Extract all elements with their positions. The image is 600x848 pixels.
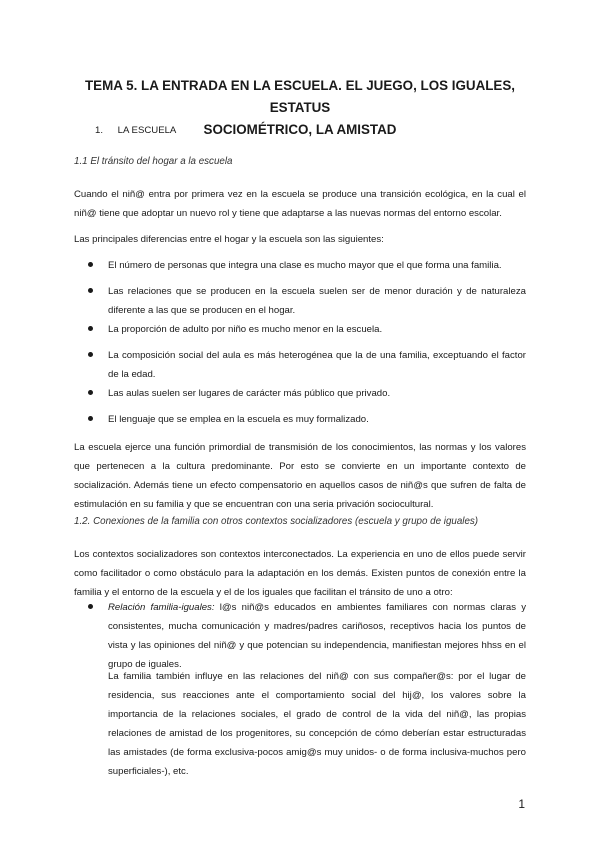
bullet-icon — [88, 326, 93, 331]
title-line-1: TEMA 5. LA ENTRADA EN LA ESCUELA. EL JUEGO, LOS IGUALES, ESTATUS — [84, 78, 516, 115]
bullet-icon — [88, 288, 93, 293]
list-item: Las relaciones que se producen en la escuela suelen ser de menor duración y de naturaleza diferente a las que se producen en el hogar. — [88, 282, 526, 320]
title-line-2: SOCIOMÉTRICO, LA AMISTAD — [203, 122, 397, 137]
section-number: 1. — [95, 125, 104, 136]
paragraph-diferencias-intro: Las principales diferencias entre el hogar y la escuela son las siguientes: — [74, 234, 384, 245]
list-item: El lenguaje que se emplea en la escuela es muy formalizado. — [88, 410, 526, 429]
subheading-conexiones: 1.2. Conexiones de la familia con otros contextos socializadores (escuela y grupo de iguales) — [74, 516, 479, 527]
list-item: La composición social del aula es más heterogénea que la de una familia, exceptuando el factor de la edad. — [88, 346, 526, 384]
bullet-text: l@s niñ@s educados en ambientes familiares con normas claras y consistentes, mucha comunicación y madres/padres cariñosos, receptivos hacia los puntos de vista y las opiniones del niñ@ y que potencian su independencia, manifiestan mejores hhss en el grupo de iguales. — [108, 602, 526, 670]
paragraph-funcion-escuela: La escuela ejerce una función primordial de transmisión de los conocimientos, las normas y los valores que pertenecen a la cultura predominante. Por esto se convierte en un importante contexto de socialización. Además tiene un efecto compensatorio en aquellos casos de niñ@s que sufren de falta de estimulación en su familia y que se encuentran con una seria privación sociocultural. — [74, 442, 526, 510]
paragraph-contextos: Los contextos socializadores son contextos interconectados. La experiencia en uno de ellos puede servir como facilitador o como obstáculo para la adaptación en los demás. Existen puntos de conexión entre la familia y el entorno de la escuela y el de los iguales que facilitan el tránsito de uno a otro: — [74, 549, 526, 598]
list-item-relacion-familia-iguales — [88, 598, 526, 674]
subheading-transito: 1.1 El tránsito del hogar a la escuela — [74, 156, 233, 167]
paragraph-influencia-familia: La familia también influye en las relaciones del niñ@ con sus compañer@s: por el lugar de residencia, sus reacciones ante el comportamiento social del hij@, los valores sobre la importancia de la relaciones sociales, el grado de control de la vida del niñ@, las propias relaciones de amistad de los progenitores, su concepción de cómo deberían estar estructuradas las amistades (de forma exclusiva-pocos amig@s muy unidos- o de forma inclusiva-muchos pero superficiales-), etc. — [108, 671, 526, 777]
list-item: El número de personas que integra una clase es mucho mayor que el que forma una familia. — [88, 256, 526, 275]
section-title: LA ESCUELA — [117, 125, 177, 136]
section-heading-escuela — [95, 125, 176, 136]
paragraph-transicion: Cuando el niñ@ entra por primera vez en la escuela se produce una transición ecológica, en la cual el niñ@ tiene que adoptar un nuevo rol y tiene que adaptarse a las nuevas normas del entorno escolar. — [74, 189, 526, 219]
page-number: 1 — [518, 797, 525, 811]
list-item: La proporción de adulto por niño es mucho menor en la escuela. — [88, 320, 526, 339]
bullet-icon — [88, 416, 93, 421]
bullet-icon — [88, 390, 93, 395]
bullet-icon — [88, 262, 93, 267]
bullet-label: Relación familia-iguales: — [108, 602, 215, 613]
list-item: Las aulas suelen ser lugares de carácter más público que privado. — [88, 384, 526, 403]
bullet-icon — [88, 604, 93, 609]
bullet-icon — [88, 352, 93, 357]
